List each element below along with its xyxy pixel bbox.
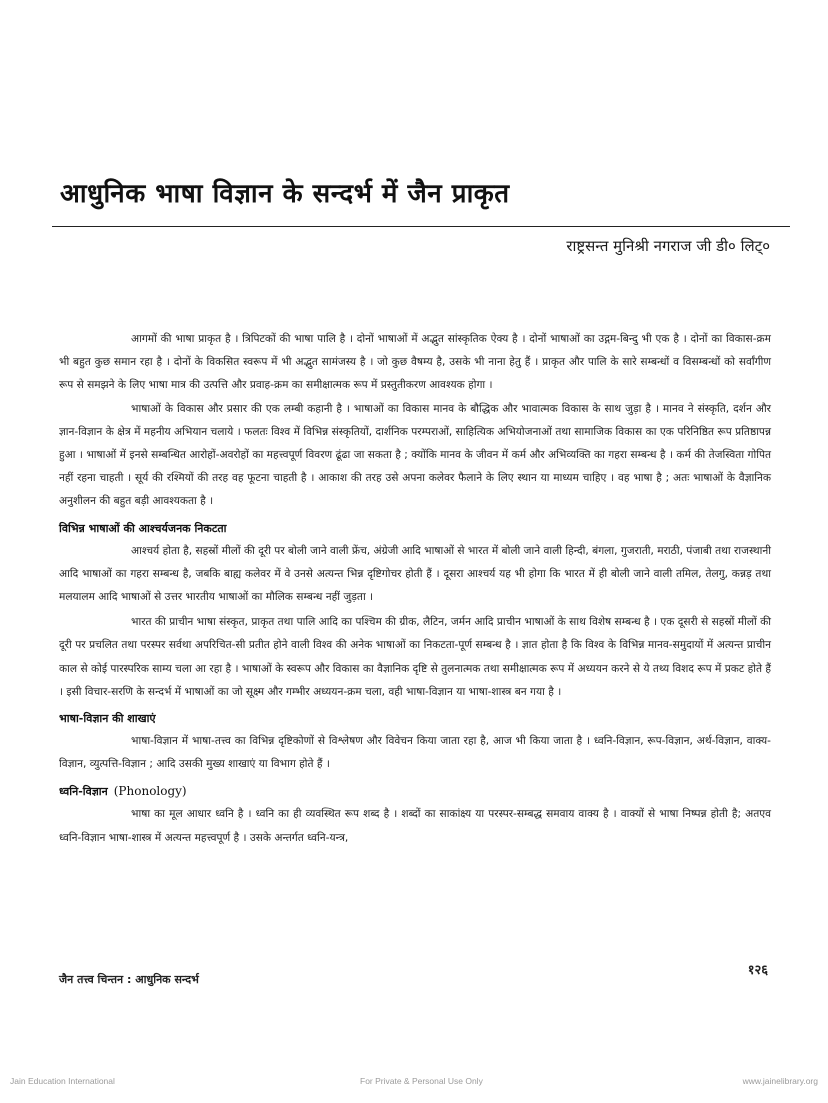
section-heading: भाषा-विज्ञान की शाखाएं bbox=[59, 712, 156, 726]
paragraph: भाषा-विज्ञान में भाषा-तत्त्व का विभिन्न दृष्टिकोणों से विश्लेषण और विवेचन किया जाता रहा है, आज भी किया जाता है । ध्वनि-विज्ञान, रूप-विज्ञान, अर्थ-विज्ञान, वाक्य-विज्ञान, व्युत्पत्ति-विज्ञान ; आदि उसकी मुख्य शाखाएं या विभाग होते हैं । bbox=[59, 735, 771, 771]
section-heading: विभिन्न भाषाओं की आश्चर्यजनक निकटता bbox=[59, 521, 227, 535]
title-divider bbox=[52, 226, 790, 227]
footer-website-link[interactable]: www.jainelibrary.org bbox=[742, 1076, 818, 1086]
section-heading-latin: (Phonology) bbox=[113, 784, 187, 799]
paragraph: आश्चर्य होता है, सहस्रों मीलों की दूरी पर बोली जाने वाली फ्रेंच, अंग्रेजी आदि भाषाओं से भारत में बोली जाने वाली हिन्दी, बंगला, गुजराती, मराठी, पंजाबी तथा राजस्थानी आदि भाषाओं का गहरा सम्बन्ध है, जबकि बाह्य कलेवर में वे उनसे अत्यन्त भिन्न दृष्टिगोचर होती हैं । दूसरा आश्चर्य यह भी होगा कि भारत में ही बोली जाने वाली तमिल, तेलगु, कन्नड़ तथा मलयालम आदि भाषाओं से उत्तर भारतीय भाषाओं का मौलिक सम्बन्ध नहीं जुड़ता । bbox=[59, 544, 771, 604]
article-title: आधुनिक भाषा विज्ञान के सन्दर्भ में जैन प्राकृत bbox=[60, 179, 510, 209]
footer-usage-note: For Private & Personal Use Only bbox=[360, 1076, 483, 1086]
section-heading-phonology bbox=[59, 780, 771, 803]
article-body bbox=[59, 328, 771, 850]
paragraph: भाषाओं के विकास और प्रसार की एक लम्बी कहानी है । भाषाओं का विकास मानव के बौद्धिक और भावात्मक विकास के साथ जुड़ा है । मानव ने संस्कृति, दर्शन और ज्ञान-विज्ञान के क्षेत्र में महनीय अभियान चलाये । फलतः विश्व में विभिन्न संस्कृतियों, दार्शनिक परम्पराओं, साहित्यिक अभियोजनाओं तथा सामाजिक विकास का एक परिनिष्ठित रूप प्रतिष्ठापन्न हुआ । भाषाओं में इनसे सम्बन्धित आरोहों-अवरोहों का महत्त्वपूर्ण विवरण ढूंढा जा सकता है ; क्योंकि मानव के जीवन में कर्म और अभिव्यक्ति का गहरा सम्बन्ध है । कर्म की तेजस्विता गोपित नहीं रहना चाहती । सूर्य की रश्मियों की तरह वह फूटना चाहती है । आकाश की तरह उसे अपना कलेवर फैलाने के लिए स्थान या माध्यम चाहिए । वह भाषा है ; अतः भाषाओं के वैज्ञानिक अनुशीलन की बहुत बड़ी आवश्यकता है । bbox=[59, 402, 771, 508]
paragraph: भारत की प्राचीन भाषा संस्कृत, प्राकृत तथा पालि आदि का पश्चिम की ग्रीक, लैटिन, जर्मन आदि प्राचीन भाषाओं के साथ विशेष सम्बन्ध है । एक दूसरी से सहस्रों मीलों की दूरी पर प्रचलित तथा परस्पर सर्वथा अपरिचित-सी प्रतीत होने वाली विश्व की अनेक भाषाओं का निकटता-पूर्ण सम्बन्ध है । ज्ञात होता है कि विश्व के विभिन्न मानव-समुदायों में अत्यन्त प्राचीन काल से कोई पारस्परिक साम्य चला आ रहा है । भाषाओं के स्वरूप और विकास का वैज्ञानिक दृष्टि से तुलनात्मक तथा समीक्षात्मक रूप में अध्ययन करने से ये तथ्य विशद रूप में प्रकट होते हैं । इसी विचार-सरणि के सन्दर्भ में भाषाओं का जो सूक्ष्म और गम्भीर अध्ययन-क्रम चला, वही भाषा-विज्ञान या भाषा-शास्त्र बन गया है । bbox=[59, 616, 771, 698]
page-number: १२६ bbox=[747, 963, 768, 978]
paragraph: आगमों की भाषा प्राकृत है । त्रिपिटकों की भाषा पालि है । दोनों भाषाओं में अद्भुत सांस्कृतिक ऐक्य है । दोनों भाषाओं का उद्गम-बिन्दु भी एक है । दोनों का विकास-क्रम भी बहुत कुछ समान रहा है । दोनों के विकसित स्वरूप में भी अद्भुत सामंजस्य है । जो कुछ वैषम्य है, उसके भी नाना हेतु हैं । प्राकृत और पालि के सारे सम्बन्धों व विसम्बन्धों को सर्वांगीण रूप से समझने के लिए भाषा मात्र की उत्पत्ति और प्रवाह-क्रम का समीक्षात्मक रूप में प्रस्तुतीकरण आवश्यक होगा । bbox=[59, 333, 771, 392]
paragraph: भाषा का मूल आधार ध्वनि है । ध्वनि का ही व्यवस्थित रूप शब्द है । शब्दों का साकांक्ष्य या परस्पर-सम्बद्ध समवाय वाक्य है । वाक्यों से भाषा निष्पन्न होती है; अतएव ध्वनि-विज्ञान भाषा-शास्त्र में अत्यन्त महत्त्वपूर्ण है । उसके अन्तर्गत ध्वनि-यन्त्र, bbox=[59, 808, 771, 844]
section-heading-text: ध्वनि-विज्ञान bbox=[59, 785, 108, 799]
article-author: राष्ट्रसन्त मुनिश्री नगराज जी डी० लिट्० bbox=[566, 237, 770, 255]
running-footer: जैन तत्त्व चिन्तन : आधुनिक सन्दर्भ bbox=[59, 973, 199, 986]
footer-publisher: Jain Education International bbox=[10, 1076, 115, 1086]
